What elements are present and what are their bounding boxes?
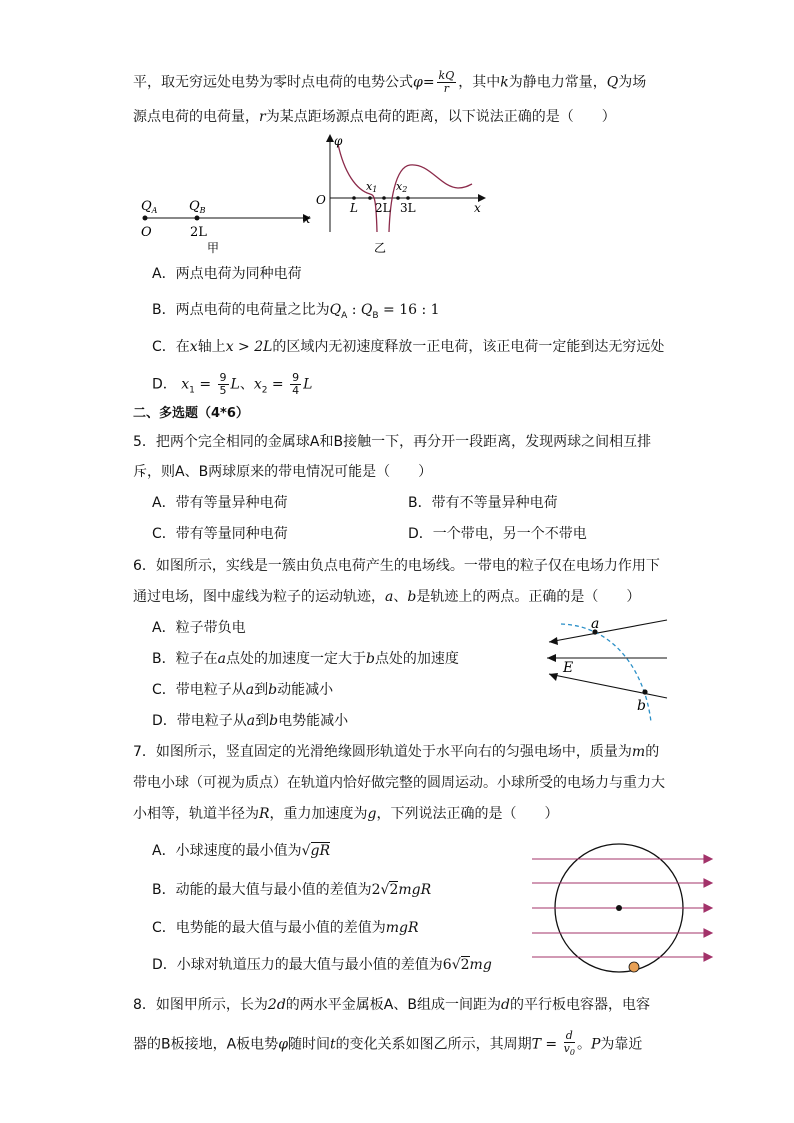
q6-option-a: A．粒子带负电 (152, 620, 246, 636)
q5-option-b: B．带有不等量异种电荷 (408, 495, 558, 511)
svg-text:甲: 甲 (207, 241, 220, 255)
q7-option-a: A．小球速度的最小值为√gR (152, 843, 331, 859)
q8-line1: 8．如图甲所示，长为2d的两水平金属板A、B组成一间距为d的平行板电容器，电容 (133, 997, 650, 1013)
q5-option-d: D．一个带电，另一个不带电 (408, 526, 587, 542)
q6-option-c: C．带电粒子从a到b动能减小 (152, 682, 334, 698)
formula-fraction: $\frac{kQ}{r}$ (438, 69, 455, 95)
svg-text:L: L (350, 201, 358, 215)
q6-line2: 通过电场，图中虚线为粒子的运动轨迹，a、b是轨迹上的两点。正确的是（ ） (133, 589, 641, 605)
q8-line2: 器的B板接地，A板电势φ随时间t的变化关系如图乙所示，其周期T = $\frac{d}{v_0}$ 。P为靠近 (133, 1029, 643, 1058)
q6-line1: 6．如图所示，实线是一簇由负点电荷产生的电场线。一带电的粒子仅在电场力作用下 (133, 558, 660, 574)
q6-figure (535, 612, 675, 724)
q6-option-d: D．带电粒子从a到b电势能减小 (152, 713, 349, 729)
q5-option-c: C．带有等量同种电荷 (152, 526, 288, 542)
q6-option-b: B．粒子在a点处的加速度一定大于b点处的加速度 (152, 651, 459, 667)
q4-figure-left (135, 190, 315, 260)
svg-text:x2: x2 (396, 180, 408, 194)
svg-text:x1: x1 (366, 180, 378, 194)
q5-line2: 斥，则A、B两球原来的带电情况可能是（ ） (133, 464, 433, 480)
svg-text:φ: φ (334, 134, 343, 148)
svg-text:b: b (637, 698, 646, 714)
svg-text:x: x (303, 212, 311, 227)
svg-text:2L: 2L (375, 201, 391, 215)
q4-figure-right (310, 132, 490, 262)
q4-line1: 平，取无穷远处电势为零时点电荷的电势公式φ= $\frac{kQ}{r}$ ，其中k为静电力常量，Q为场 (133, 69, 647, 95)
q4-option-a: A．两点电荷为同种电荷 (152, 266, 302, 282)
point-b (642, 689, 647, 694)
q7-figure (530, 842, 714, 978)
svg-text:E: E (563, 660, 574, 676)
center-dot (616, 905, 622, 911)
q7-line1: 7．如图所示，竖直固定的光滑绝缘圆形轨道处于水平向右的匀强电场中，质量为m的 (133, 744, 660, 760)
charge-qa-dot (143, 216, 148, 221)
svg-text:x: x (474, 201, 481, 215)
svg-text:2L: 2L (190, 225, 207, 240)
charge-qb-dot (195, 216, 200, 221)
q5-option-a: A．带有等量异种电荷 (152, 495, 288, 511)
svg-text:QB: $Q_B$ (189, 199, 206, 215)
svg-text:乙: 乙 (374, 241, 387, 255)
svg-text:O: O (141, 225, 152, 240)
svg-text:a: a (591, 616, 600, 632)
q5-line1: 5．把两个完全相同的金属球A和B接触一下，再分开一段距离，发现两球之间相互排 (133, 434, 652, 450)
q7-line3: 小相等，轨道半径为R，重力加速度为g，下列说法正确的是（ ） (133, 806, 559, 822)
section-title: 二、多选题（4*6） (133, 406, 249, 421)
q4-option-c: C．在x轴上x > 2L的区域内无初速度释放一正电荷，该正电荷一定能到达无穷远处 (152, 339, 665, 355)
q7-line2: 带电小球（可视为质点）在轨道内恰好做完整的圆周运动。小球所受的电场力与重力大 (133, 775, 665, 791)
q4-option-b: B．两点电荷的电荷量之比为$Q_A$ : $Q_B = 16$ : 1 (152, 302, 440, 321)
q7-option-b: B．动能的最大值与最小值的差值为2√2mgR (152, 882, 432, 898)
charged-ball (629, 962, 639, 972)
q7-option-c: C．电势能的最大值与最小值的差值为mgR (152, 920, 419, 936)
q7-option-d: D．小球对轨道压力的最大值与最小值的差值为6√2mg (152, 957, 492, 973)
q4-option-d: D． $x_1$ = $\frac{9}{5}$ L、$x_2$ = $\frac{9}{4}$ L (152, 371, 313, 397)
svg-text:QA: $Q_A$ (141, 199, 158, 215)
svg-text:3L: 3L (400, 201, 416, 215)
q4-line2: 源点电荷的电荷量，r为某点距场源点电荷的距离，以下说法正确的是（ ） (133, 109, 616, 125)
svg-text:O: O (316, 193, 326, 207)
